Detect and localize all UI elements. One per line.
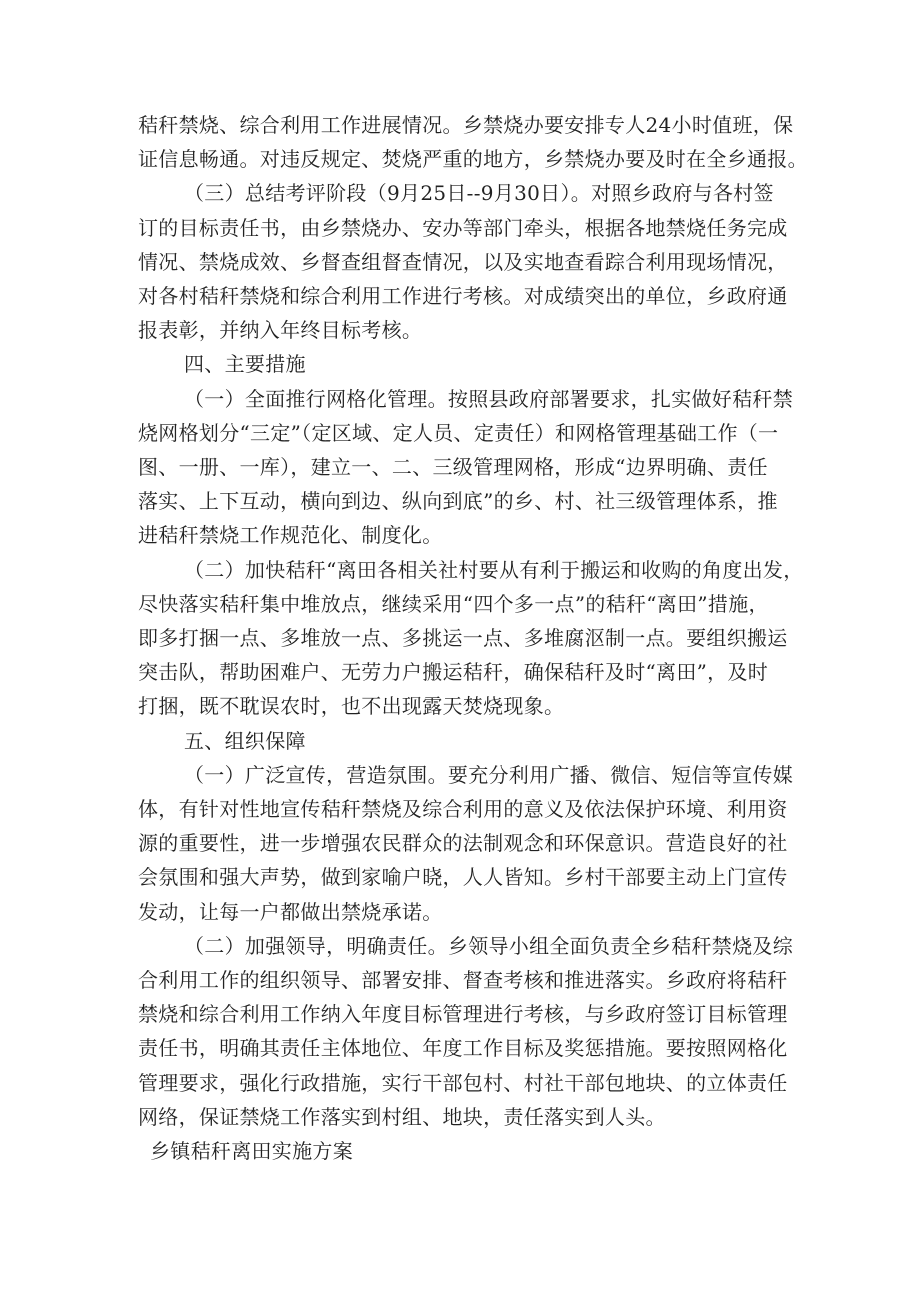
paragraph-line: 源的重要性，进一步增强农民群众的法制观念和环保意识。营造良好的社 <box>138 831 788 856</box>
paragraph-line: （三）总结考评阶段（9月25日--9月30日）。对照乡政府与各村签 <box>184 181 774 206</box>
paragraph-line: 即多打捆一点、多堆放一点、多挑运一点、多堆腐沤制一点。要组织搬运 <box>138 626 788 651</box>
paragraph-line: 禁烧和综合利用工作纳入年度目标管理进行考核，与乡政府签订目标管理 <box>138 1002 788 1027</box>
paragraph-line: 落实、上下互动，横向到边、纵向到底”的乡、村、社三级管理体系，推 <box>138 489 778 514</box>
paragraph-line: 合利用工作的组织领导、部署安排、督查考核和推进落实。乡政府将秸秆 <box>138 968 788 993</box>
paragraph-line: 打捆，既不耽误农时，也不出现露天焚烧现象。 <box>138 694 565 719</box>
closing-title: 乡镇秸秆离田实施方案 <box>150 1139 353 1164</box>
paragraph-line: 烧网格划分“三定”（定区域、定人员、定责任）和网格管理基础工作（一 <box>138 420 779 445</box>
paragraph-line: 发动，让每一户都做出禁烧承诺。 <box>138 899 443 924</box>
paragraph-line: 情况、禁烧成效、乡督查组督查情况，以及实地查看踪合利用现场情况， <box>138 249 788 274</box>
paragraph-line: 突击队，帮助困难户、无劳力户搬运秸秆，确保秸秆及时“离田”，及时 <box>138 660 769 685</box>
paragraph-line: （一）全面推行网格化管理。按照县政府部署要求，扎实做好秸秆禁 <box>184 386 793 411</box>
paragraph-line: （一）广泛宣传，营造氛围。要充分利用广播、微信、短信等宣传媒 <box>184 762 793 787</box>
paragraph-line: 对各村秸秆禁烧和综合利用工作进行考核。对成绩突出的单位，乡政府通 <box>138 284 788 309</box>
paragraph-line: 责任书，明确其责任主体地位、年度工作目标及奖惩措施。要按照网格化 <box>138 1036 788 1061</box>
section-heading: 五、组织保障 <box>184 728 306 753</box>
paragraph-line: 订的目标责任书，由乡禁烧办、安办等部门牵头，根据各地禁烧任务完成 <box>138 215 788 240</box>
document-page <box>138 108 808 1168</box>
paragraph-line: 尽快落实秸秆集中堆放点，继续采用“四个多一点”的秸秆“离田”措施， <box>138 591 769 616</box>
paragraph-line: 网络，保证禁烧工作落实到村组、地块，责任落实到人头。 <box>138 1104 666 1129</box>
paragraph-line: 会氛围和强大声势，做到家喻户晓，人人皆知。乡村干部要主动上门宣传 <box>138 865 788 890</box>
paragraph-line: 证信息畅通。对违反规定、焚烧严重的地方，乡禁烧办要及时在全乡通报。 <box>138 147 808 172</box>
paragraph-line: 管理要求，强化行政措施，实行干部包村、村社干部包地块、的立体责任 <box>138 1070 788 1095</box>
paragraph-line: （二）加快秸秆“离田各相关社村要从有利于搬运和收购的角度出发， <box>184 557 804 582</box>
paragraph-line: 体，有针对性地宣传秸秆禁烧及综合利用的意义及依法保护环境、利用资 <box>138 797 788 822</box>
paragraph-line: 报表彰，并纳入年终目标考核。 <box>138 318 423 343</box>
section-heading: 四、主要措施 <box>184 352 306 377</box>
paragraph-line: （二）加强领导，明确责任。乡领导小组全面负责全乡秸秆禁烧及综 <box>184 933 793 958</box>
paragraph-line: 进秸秆禁烧工作规范化、制度化。 <box>138 523 443 548</box>
paragraph-line: 图、一册、一库），建立一、二、三级管理网格，形成“边界明确、责任 <box>138 455 768 480</box>
paragraph-line: 秸秆禁烧、综合利用工作进展情况。乡禁烧办要安排专人24小时值班，保 <box>138 113 794 137</box>
